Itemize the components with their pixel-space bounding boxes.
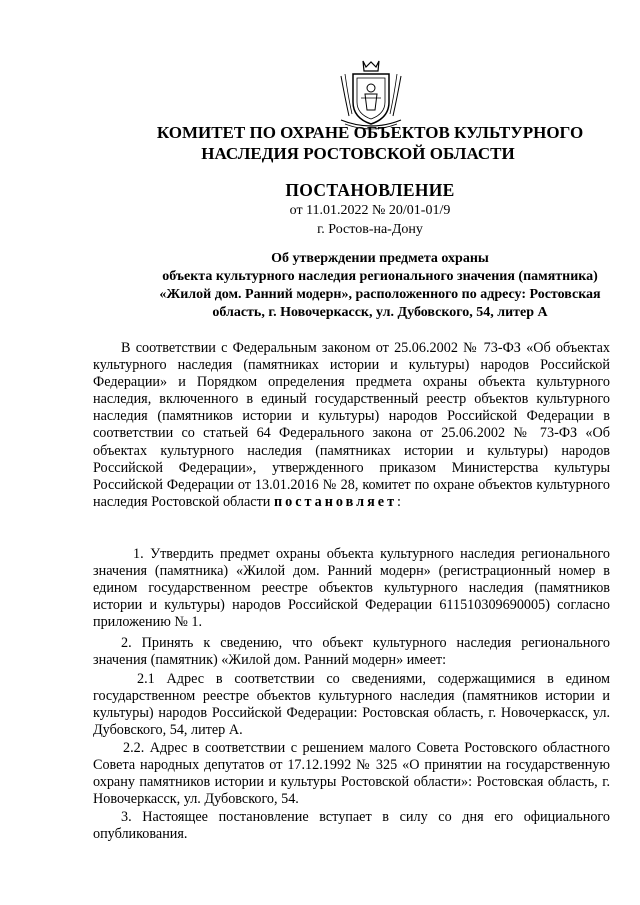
subject-line: объекта культурного наследия регионального значения (памятника) <box>162 269 598 284</box>
coat-of-arms-emblem <box>335 58 407 132</box>
clause-3-text: 3. Настоящее постановление вступает в силу со дня его официального опубликования. <box>93 809 610 843</box>
clause-2-1-text: 2.1 Адрес в соответствии со сведениями, содержащимися в едином государственном реестре объектов культурного наследия (памятников истории и культуры) народов Российской Федерации: Ростовская область, г. Новочеркасск, ул. Дубовского, 54, литер А. <box>93 671 610 739</box>
document-subject <box>110 250 640 322</box>
subject-line: область, г. Новочеркасск, ул. Дубовского, 54, литер А <box>212 305 548 320</box>
organization-name-line-1: КОМИТЕТ ПО ОХРАНЕ ОБЪЕКТОВ КУЛЬТУРНОГО <box>156 123 584 142</box>
decides-word: постановляет <box>273 493 398 510</box>
subject-line: Об утверждении предмета охраны <box>271 251 489 266</box>
subject-line: «Жилой дом. Ранний модерн», расположенного по адресу: Ростовская <box>159 287 601 302</box>
preamble-paragraph <box>93 340 610 511</box>
organization-name-line-2: НАСЛЕДИЯ РОСТОВСКОЙ ОБЛАСТИ <box>201 144 515 163</box>
clause-2-2-text: 2.2. Адрес в соответствии с решением малого Совета Ростовского областного Совета народных депутатов от 17.12.1992 № 325 «О принятии на государственную охрану памятников истории и культуры Ростовской области»: Ростовская область, г. Новочеркасск, ул. Дубовского, 54. <box>93 740 610 808</box>
clause-2 <box>93 635 610 669</box>
document-title: ПОСТАНОВЛЕНИЕ <box>285 180 455 200</box>
clause-2-1 <box>93 671 610 739</box>
clause-2-2 <box>93 740 610 808</box>
clause-1 <box>93 546 610 631</box>
document-date-number: от 11.01.2022 № 20/01-01/9 <box>289 203 451 218</box>
clause-2-text: 2. Принять к сведению, что объект культурного наследия регионального значения (памятник) «Жилой дом. Ранний модерн» имеет: <box>93 635 610 669</box>
clause-1-text: 1. Утвердить предмет охраны объекта культурного наследия регионального значения (памятника) «Жилой дом. Ранний модерн» (регистрационный номер в едином государственном реестре объектов культурного наследия (памятников истории и культуры) народов Российской Федерации 611510309690005) согласно приложению № 1. <box>93 546 610 631</box>
clause-3 <box>93 809 610 843</box>
document-city: г. Ростов-на-Дону <box>317 222 423 237</box>
preamble-text: В соответствии с Федеральным законом от 25.06.2002 № 73-ФЗ «Об объектах культурного наследия (памятниках истории и культуры) народов Российской Федерации» и Порядком определения предмета охраны объекта культурного наследия, включенного в единый государственный реестр объектов культурного наследия (памятников истории и культуры) народов Российской Федерации в соответствии со статьей 64 Федерального закона от 25.06.2002 № 73-ФЗ «Об объектах культурного наследия (памятниках истории и культуры) народов Российской Федерации», утвержденного приказом Министерства культуры Российской Федерации от 13.01.2016 № 28, комитет по охране объектов культурного наследия Ростовской области <box>93 340 610 510</box>
decides-colon: : <box>397 493 401 510</box>
